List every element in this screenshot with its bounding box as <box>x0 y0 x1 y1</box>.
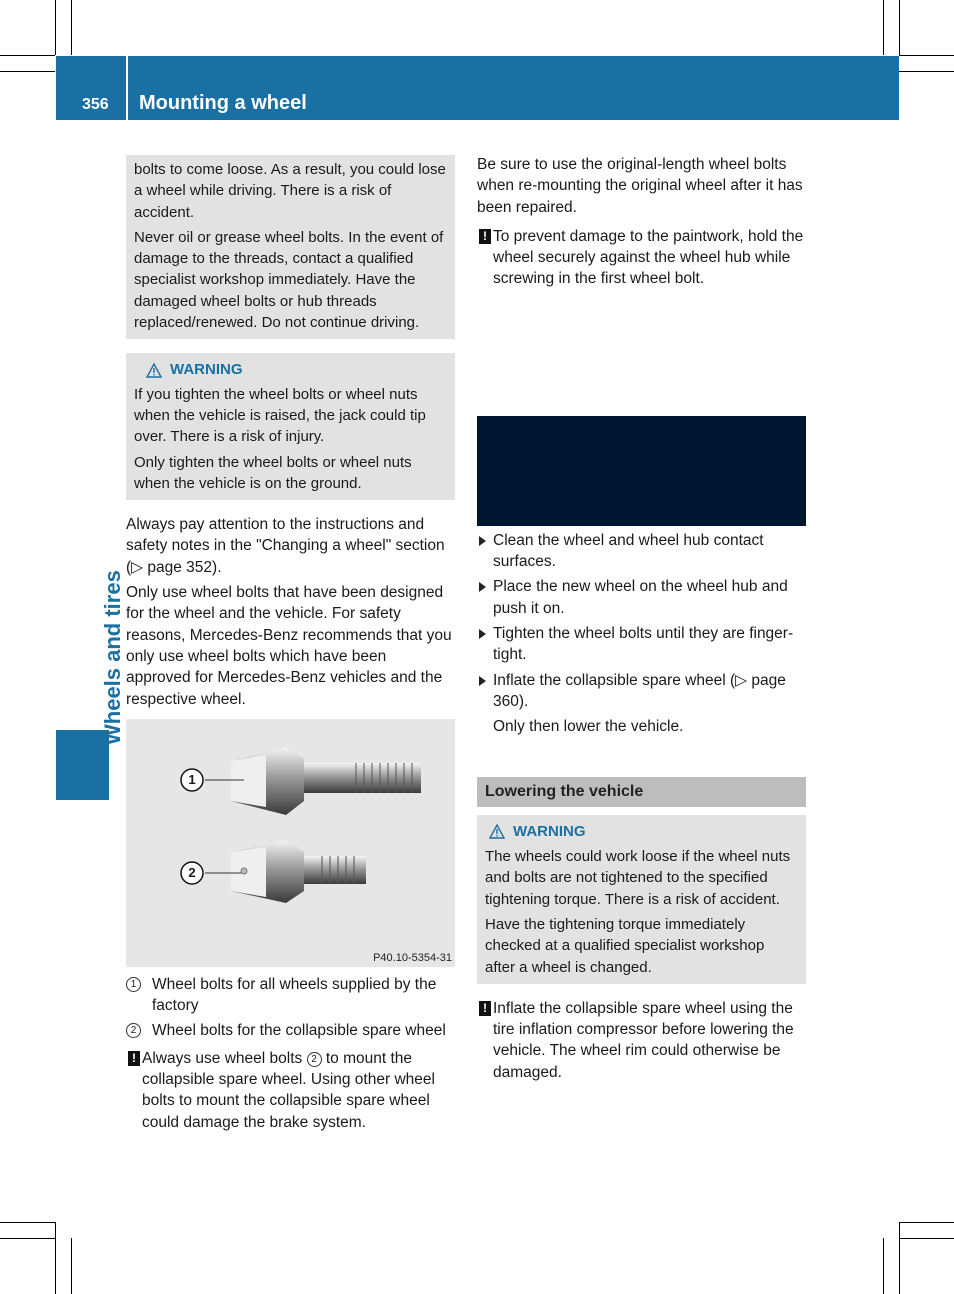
arrow-bullet-icon <box>479 582 486 592</box>
crop-mark <box>0 55 55 56</box>
instruction-step <box>477 670 806 713</box>
arrow-bullet-icon <box>479 536 486 546</box>
wheel-bolts-illustration <box>126 719 455 967</box>
crop-mark <box>899 55 954 56</box>
crop-mark <box>55 1222 56 1294</box>
warning-heading: WARNING <box>513 822 586 840</box>
body-paragraph: Always pay attention to the instructions and safety notes in the "Changing a wheel" section (▷ page 352). <box>126 516 445 576</box>
warning-triangle-icon <box>489 824 505 839</box>
box-text: bolts to come loose. As a result, you could lose a wheel while driving. There is a risk of accident. <box>134 161 446 221</box>
warning-box <box>126 353 455 500</box>
warning-text: Have the tightening torque immediately checked at a qualified specialist workshop after a wheel is changed. <box>485 915 765 976</box>
exclamation-icon: ! <box>128 1051 140 1066</box>
legend-item <box>126 974 455 1017</box>
step-text: Place the new wheel on the wheel hub and push it on. <box>493 578 788 617</box>
note-text: To prevent damage to the paintwork, hold the wheel securely against the wheel hub while screwing in the first wheel bolt. <box>493 227 804 288</box>
section-heading: Lowering the vehicle <box>477 777 806 806</box>
crop-mark <box>883 1238 884 1294</box>
wheel-mounting-illustration <box>477 313 806 533</box>
caution-note <box>477 226 806 290</box>
crop-mark <box>883 0 884 55</box>
wheel-bolts-figure <box>126 719 455 967</box>
figure-code: P40.10-5354-31 <box>373 951 452 964</box>
callout-label: 2 <box>188 864 196 880</box>
arrow-bullet-icon <box>479 676 486 686</box>
warning-triangle-icon <box>146 363 162 378</box>
crop-mark <box>0 1238 55 1239</box>
step-followup: Only then lower the vehicle. <box>493 718 684 736</box>
body-paragraph: Only use wheel bolts that have been designed for the wheel and the vehicle. For safety reasons, Mercedes-Benz recommends that you only use wheel bolts which have been approved for Mercedes-Benz vehicles and the respective wheel. <box>126 584 452 708</box>
crop-mark <box>899 1222 954 1223</box>
figure-dark-panel <box>477 416 806 526</box>
crop-mark <box>899 0 900 55</box>
page-title: Mounting a wheel <box>139 92 307 114</box>
step-text: Tighten the wheel bolts until they are finger-tight. <box>493 624 794 664</box>
crop-mark <box>71 1238 72 1294</box>
page-number: 356 <box>82 96 109 113</box>
instruction-step <box>477 576 806 619</box>
inline-reference-number: 2 <box>307 1052 322 1067</box>
callout-label: 1 <box>188 771 196 787</box>
page-header <box>56 56 899 120</box>
legend-number: 1 <box>126 977 141 992</box>
note-text: Always use wheel bolts <box>142 1049 307 1067</box>
wheel-mounting-figure <box>477 313 806 533</box>
caution-note <box>126 1048 455 1133</box>
instruction-step <box>477 623 806 666</box>
crop-mark <box>0 1222 55 1223</box>
exclamation-icon: ! <box>479 229 491 244</box>
instruction-list <box>477 530 806 738</box>
right-column <box>477 154 806 1083</box>
header-divider <box>126 56 128 120</box>
left-column <box>126 155 455 1133</box>
warning-heading: WARNING <box>170 361 243 379</box>
warning-continuation-box <box>126 155 455 339</box>
legend-list <box>126 974 455 1042</box>
step-text: Inflate the collapsible spare wheel (▷ page 360). <box>493 671 786 710</box>
warning-text: The wheels could work loose if the wheel nuts and bolts are not tightened to the specified tightening torque. There is a risk of accident. <box>485 848 791 908</box>
chapter-label: Wheels and tires <box>100 570 125 745</box>
legend-item <box>126 1020 455 1041</box>
caution-note <box>477 998 806 1083</box>
exclamation-icon: ! <box>479 1001 491 1016</box>
arrow-bullet-icon <box>479 629 486 639</box>
legend-text: Wheel bolts for the collapsible spare wheel <box>152 1022 446 1040</box>
step-text: Clean the wheel and wheel hub contact surfaces. <box>493 531 764 571</box>
warning-text: If you tighten the wheel bolts or wheel nuts when the vehicle is raised, the jack could tip over. There is a risk of injury. <box>134 385 426 446</box>
warning-text: Only tighten the wheel bolts or wheel nuts when the vehicle is on the ground. <box>134 453 412 492</box>
note-text: to mount the collapsible spare wheel. Using other wheel bolts to mount the collapsible spare wheel could damage the brake system. <box>142 1049 435 1131</box>
warning-box <box>477 815 806 984</box>
crop-mark <box>0 71 55 72</box>
box-text: Never oil or grease wheel bolts. In the event of damage to the threads, contact a qualified specialist workshop immediately. Have the damaged wheel bolts or hub threads replaced/renewed. Do not continue driving. <box>134 228 444 332</box>
body-paragraph: Be sure to use the original-length wheel bolts when re-mounting the original wheel after it has been repaired. <box>477 156 803 216</box>
instruction-step <box>477 530 806 573</box>
note-text: Inflate the collapsible spare wheel using the tire inflation compressor before lowering the vehicle. The wheel rim could otherwise be damaged. <box>493 999 794 1081</box>
crop-mark <box>899 71 954 72</box>
crop-mark <box>899 1222 900 1294</box>
legend-number: 2 <box>126 1023 141 1038</box>
crop-mark <box>55 0 56 55</box>
crop-mark <box>71 0 72 55</box>
legend-text: Wheel bolts for all wheels supplied by the factory <box>152 975 437 1015</box>
crop-mark <box>899 1238 954 1239</box>
